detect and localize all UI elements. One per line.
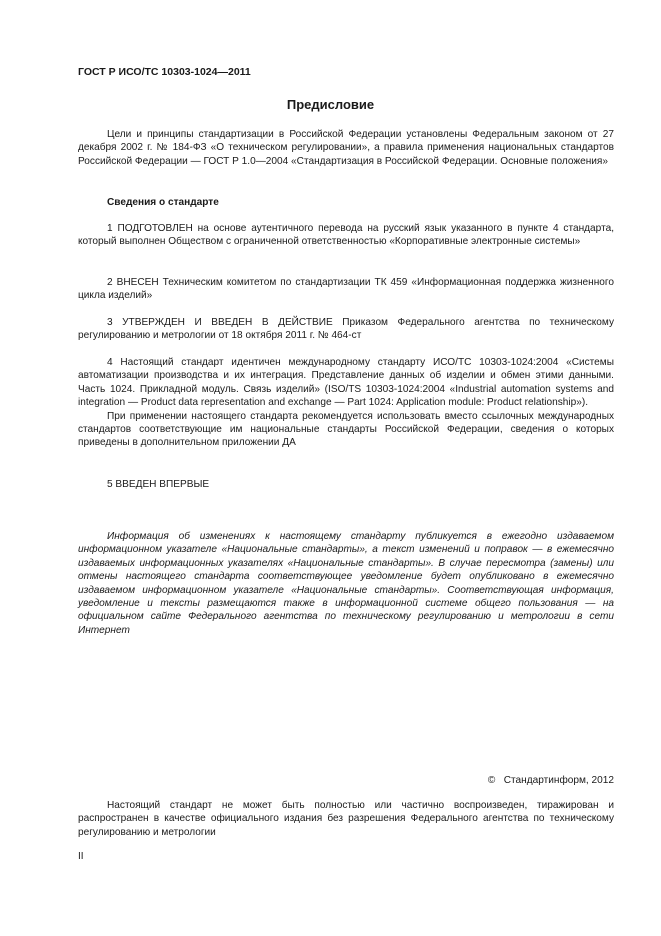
item-5-paragraph: 5 ВВЕДЕН ВПЕРВЫЕ <box>107 479 210 490</box>
document-header: ГОСТ Р ИСО/ТС 10303-1024—2011 <box>78 66 251 78</box>
item-3-paragraph: 3 УТВЕРЖДЕН И ВВЕДЕН В ДЕЙСТВИЕ Приказом Федерального агентства по техническому регулированию и метрологии от 18 октября 2011 г. № 464-ст <box>78 317 614 342</box>
notice-paragraph: Информация об изменениях к настоящему стандарту публикуется в ежегодно издаваемом информационном указателе «Национальные стандарты», а текст изменений и поправок — в ежемесячно издаваемых информационных указателях «Национальные стандарты». В случае пересмотра (замены) или отмены настоящего стандарта соответствующее уведомление будет опубликовано в ежемесячно издаваемом информационном указателе «Национальные стандарты». Соответствующая информация, уведомление и тексты размещаются также в информационной системе общего пользования — на официальном сайте Федерального агентства по техническому регулированию и метрологии в сети Интернет <box>78 531 614 636</box>
item-4-block <box>78 356 614 450</box>
item-4-note-paragraph: При применении настоящего стандарта рекомендуется использовать вместо ссылочных международных стандартов соответствующие им национальные стандарты Российской Федерации, сведения о которых приведены в дополнительном приложении ДА <box>78 410 614 449</box>
item-1-block <box>78 222 614 249</box>
notice-block <box>78 530 614 637</box>
page-title: Предисловие <box>286 97 375 112</box>
copyright-line: © Стандартинформ, 2012 <box>487 775 614 786</box>
reproduction-notice-block <box>78 799 614 839</box>
item-4-paragraph: 4 Настоящий стандарт идентичен международному стандарту ИСО/ТС 10303-1024:2004 «Системы автоматизации производства и их интеграция. Представление данных об изделии и обмен этими данными. Часть 1024. Прикладной модуль. Связь изделий» (ISO/TS 10303-1024:2004 «Industrial automation systems and integration — Product data representation and exchange — Part 1024: Application module: Product relationship»). <box>78 357 614 409</box>
page-number: II <box>78 851 84 862</box>
item-1-paragraph: 1 ПОДГОТОВЛЕН на основе аутентичного перевода на русский язык указанного в пункте 4 стандарта, который выполнен Обществом с ограниченной ответственностью «Корпоративные электронные системы» <box>78 223 614 248</box>
intro-block <box>78 128 614 168</box>
reproduction-notice-paragraph: Настоящий стандарт не может быть полностью или частично воспроизведен, тиражирован и распространен в качестве официального издания без разрешения Федерального агентства по техническому регулированию и метрологии <box>78 800 614 838</box>
item-2-block <box>78 276 614 303</box>
item-5-block <box>78 478 614 491</box>
item-2-paragraph: 2 ВНЕСЕН Техническим комитетом по стандартизации ТК 459 «Информационная поддержка жизненного цикла изделий» <box>78 277 614 302</box>
item-3-block <box>78 316 614 343</box>
section-subtitle: Сведения о стандарте <box>107 197 219 208</box>
intro-paragraph: Цели и принципы стандартизации в Российской Федерации установлены Федеральным законом от 27 декабря 2002 г. № 184-ФЗ «О техническом регулировании», а правила применения национальных стандартов Российской Федерации — ГОСТ Р 1.0—2004 «Стандартизация в Российской Федерации. Основные положения» <box>78 129 614 167</box>
